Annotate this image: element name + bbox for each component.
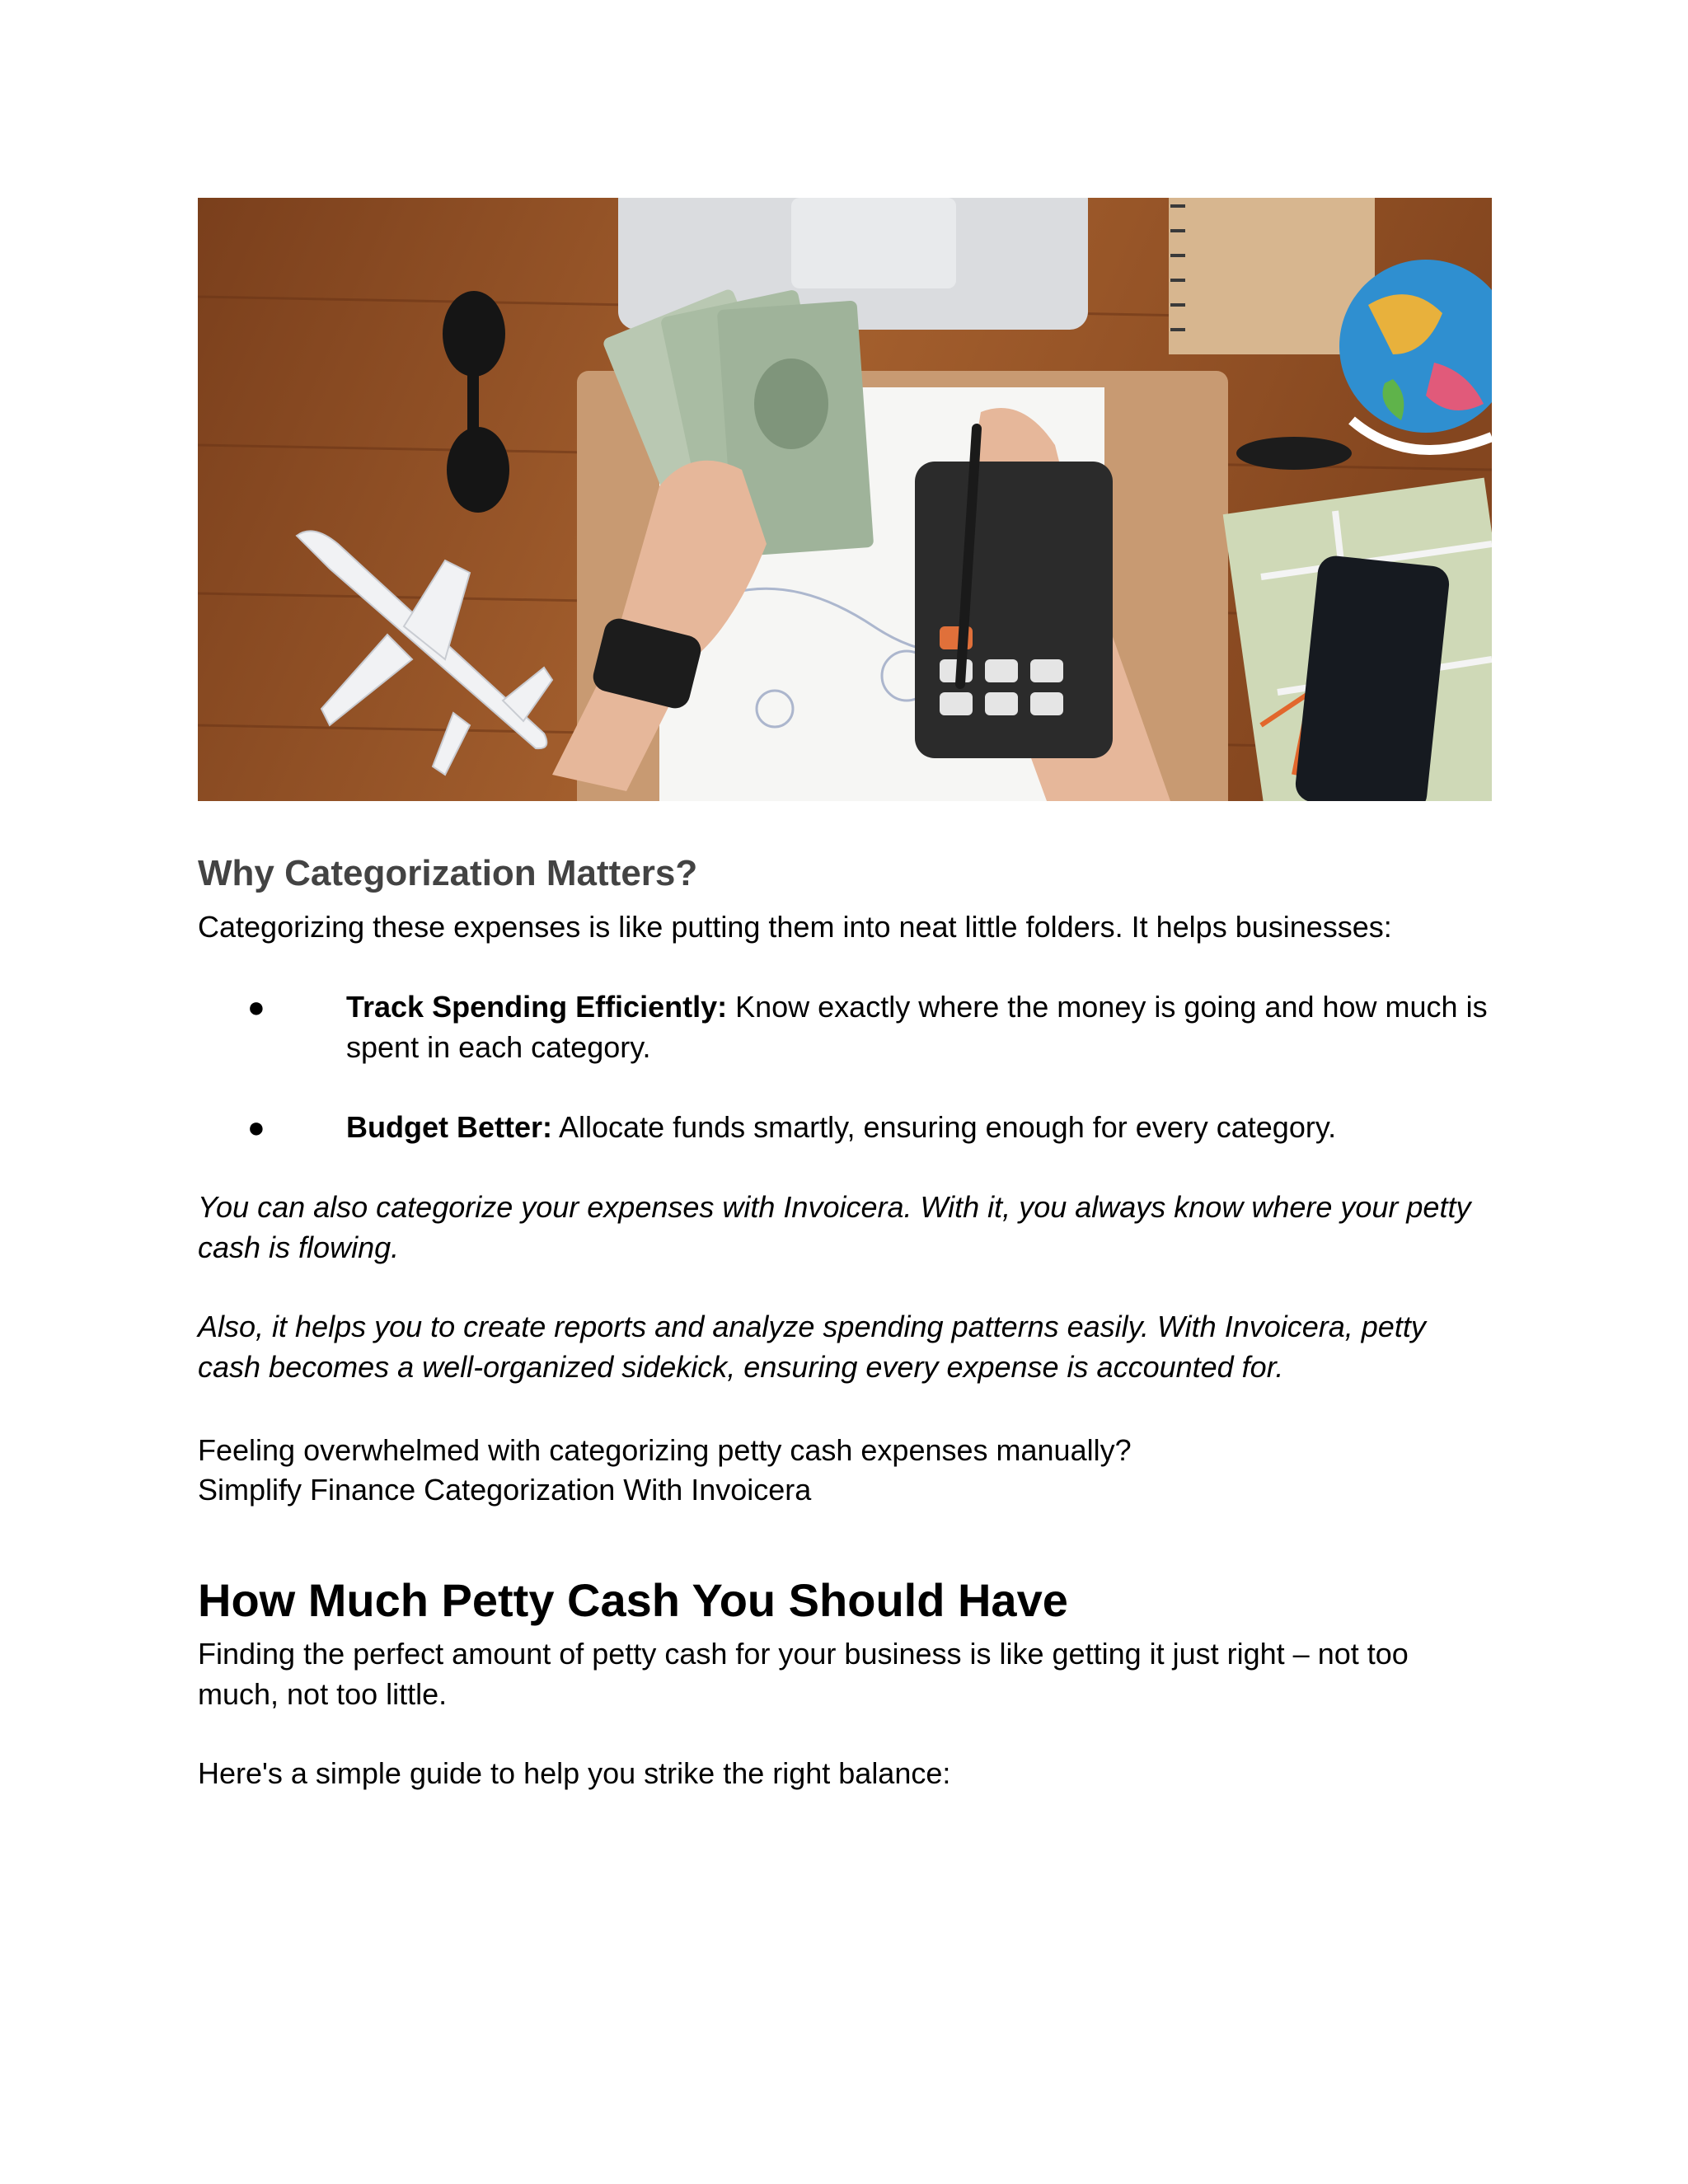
hero-image <box>198 198 1492 801</box>
paragraph-perfect-amount: Finding the perfect amount of petty cash for your business is like getting it just right – not too much, not too little. <box>198 1637 1409 1711</box>
italic-paragraph-2: Also, it helps you to create reports and analyze spending patterns easily. With Invoicera, petty cash becomes a well-organized sidekick, ensuring every expense is accounted for. <box>198 1310 1426 1384</box>
list-item <box>247 1107 1492 1147</box>
list-item-bold: Budget Better: <box>346 1110 552 1144</box>
list-item-body: Allocate funds smartly, ensuring enough for every category. <box>552 1110 1337 1144</box>
cta-link[interactable]: Simplify Finance Categorization With Invoicera <box>198 1473 812 1507</box>
calculator <box>915 462 1113 758</box>
paragraph-simple-guide: Here's a simple guide to help you strike the right balance: <box>198 1756 951 1790</box>
intro-paragraph: Categorizing these expenses is like putting them into neat little folders. It helps businesses: <box>198 910 1392 944</box>
cta-question: Feeling overwhelmed with categorizing petty cash expenses manually? <box>198 1433 1132 1467</box>
list-item-bold: Track Spending Efficiently: <box>346 990 728 1024</box>
list-item-body: Know exactly where the money is going and how much is spent in each category. <box>346 990 1488 1064</box>
section-heading-how-much-petty-cash: How Much Petty Cash You Should Have <box>198 1574 1068 1626</box>
list-item-text <box>346 987 1492 1067</box>
bullet-icon: ● <box>247 990 265 1024</box>
smartphone <box>1294 554 1451 801</box>
italic-paragraph-1: You can also categorize your expenses with Invoicera. With it, you always know where your petty cash is flowing. <box>198 1190 1471 1264</box>
section-heading-why-categorization: Why Categorization Matters? <box>198 853 698 893</box>
bullet-icon: ● <box>247 1110 265 1144</box>
list-item-text <box>346 1107 1492 1147</box>
list-item <box>247 987 1492 1067</box>
